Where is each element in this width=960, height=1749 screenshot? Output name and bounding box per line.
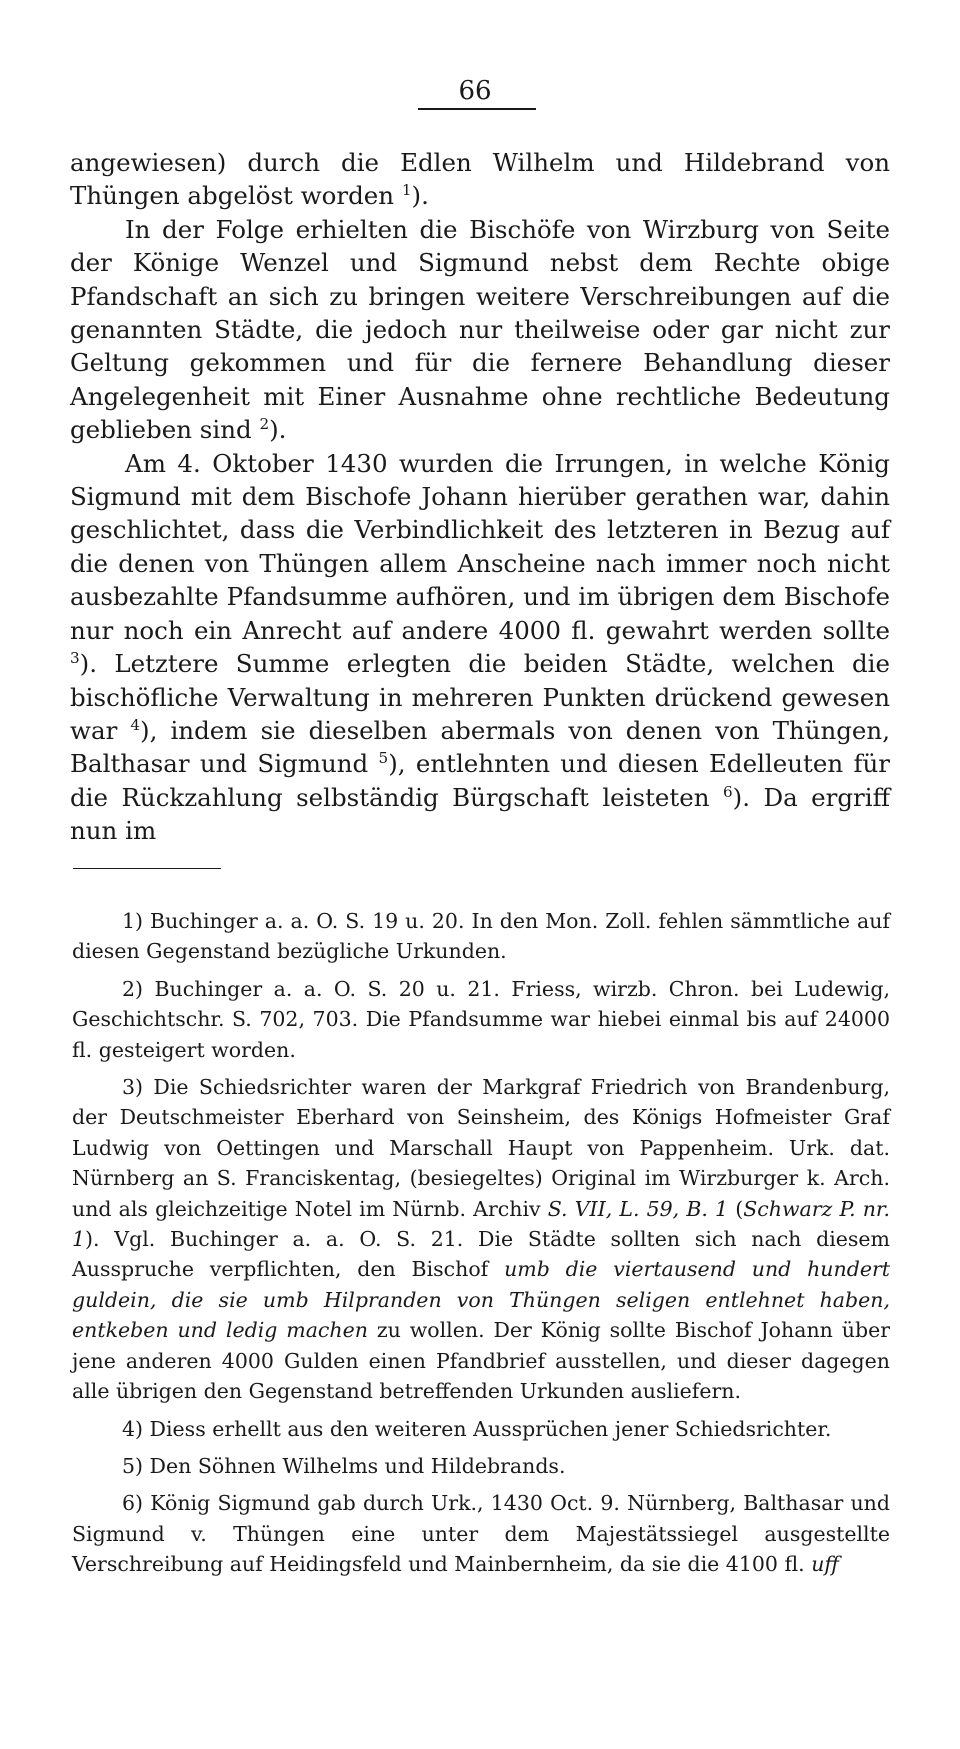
italic-quotation: uff bbox=[811, 1552, 839, 1577]
footnote-4 bbox=[72, 1414, 890, 1444]
paragraph-text: ). bbox=[269, 415, 287, 445]
main-text bbox=[70, 146, 890, 848]
paragraph-text: ), entlehnten und diesen Edelleuten für die Rückzahlung selbständig Bürgschaft leisteten bbox=[70, 749, 891, 812]
footnote-reference: 2 bbox=[259, 415, 270, 434]
paragraph-text: In der Folge erhielten die Bischöfe von Wirzburg von Seite der Könige Wenzel und Sigmund nebst dem Rechte obige Pfandschaft an sich zu bringen weitere Verschreibungen auf die genannten Städte, die jedoch nur theilweise oder gar nicht zur Geltung gekommen und für die fernere Behandlung dieser Angelegenheit mit Einer Ausnahme ohne rechtliche Bedeutung geblieben sind bbox=[70, 214, 890, 445]
italic-quotation: umb die viertausend und hundert guldein, die sie umb Hilpranden von Thüngen seligen entlehnet haben, entkeben und ledig machen bbox=[72, 1257, 890, 1343]
footnote-reference: 1 bbox=[401, 181, 412, 200]
paragraph-2 bbox=[70, 213, 890, 447]
footnote-5 bbox=[72, 1451, 890, 1481]
footnote-reference: 5 bbox=[378, 749, 389, 768]
paragraph-text: angewiesen) durch die Edlen Wilhelm und Hildebrand von Thüngen abgelöst worden bbox=[70, 148, 890, 211]
footnote-text: 1) Buchinger a. a. O. S. 19 u. 20. In den Mon. Zoll. fehlen sämmtliche auf diesen Gegenstand bezügliche Urkunden. bbox=[72, 909, 890, 964]
paragraph-3 bbox=[70, 447, 890, 848]
footnote-6 bbox=[72, 1488, 890, 1579]
footnote-3 bbox=[72, 1072, 890, 1406]
footnote-reference: 4 bbox=[130, 715, 141, 734]
footnote-text: zu wollen. Der König sollte Bischof Johann über jene anderen 4000 Gulden einen Pfandbrief ausstellen, und dieser dagegen alle übrigen den Gegenstand betreffenden Urkunden ausliefern. bbox=[72, 1318, 890, 1404]
paragraph-text: ). Letztere Summe erlegten die beiden Städte, welchen die bischöfliche Verwaltung in mehreren Punkten drückend gewesen war bbox=[70, 649, 890, 745]
footnote-reference: 3 bbox=[70, 648, 80, 667]
footnotes bbox=[72, 906, 890, 1580]
page-number: 66 bbox=[458, 76, 492, 106]
page-number-rule bbox=[418, 108, 536, 110]
italic-quotation: Schwarz P. nr. 1 bbox=[72, 1196, 890, 1252]
footnote-text: 6) König Sigmund gab durch Urk., 1430 Oct. 9. Nürnberg, Balthasar und Sigmund v. Thüngen eine unter dem Majestätssiegel ausgestellte Verschreibung auf Heidingsfeld und Mainbernheim, da sie die 4100 fl. bbox=[72, 1491, 890, 1577]
paragraph-text: ), indem sie dieselben abermals von denen von Thüngen, Balthasar und Sigmund bbox=[70, 715, 890, 779]
paragraph-text: ). bbox=[411, 181, 429, 211]
footnote-text: 3) Die Schiedsrichter waren der Markgraf Friedrich von Brandenburg, der Deutschmeister Eberhard von Seinsheim, des Königs Hofmeister Graf Ludwig von Oettingen und Marschall Haupt von Pappenheim. Urk. dat. Nürnberg an S. Franciskentag, (besiegeltes) Original im Wirzburger k. Arch. und als gleichzeitige Notel im Nürnb. Archiv bbox=[72, 1075, 890, 1221]
footnote-text: ( bbox=[728, 1196, 744, 1221]
footnote-text: ). Vgl. Buchinger a. a. O. S. 21. Die Städte sollten sich nach diesem Ausspruche verpflichten, den Bischof bbox=[72, 1227, 890, 1282]
footnote-text: 2) Buchinger a. a. O. S. 20 u. 21. Friess, wirzb. Chron. bei Ludewig, Geschichtschr. S. 702, 703. Die Pfandsumme war hiebei einmal bis auf 24000 fl. gesteigert worden. bbox=[72, 976, 890, 1062]
paragraph-1 bbox=[70, 146, 890, 213]
paragraph-text: ). Da ergriff nun im bbox=[70, 782, 890, 846]
footnote-2 bbox=[72, 974, 890, 1065]
footnote-text: 5) Den Söhnen Wilhelms und Hildebrands. bbox=[122, 1453, 566, 1478]
footnote-text: 4) Diess erhellt aus den weiteren Aussprüchen jener Schiedsrichter. bbox=[122, 1416, 832, 1441]
footnote-divider bbox=[73, 868, 221, 869]
paragraph-text: Am 4. Oktober 1430 wurden die Irrungen, in welche König Sigmund mit dem Bischofe Johann hierüber gerathen war, dahin geschlichtet, dass die Verbindlichkeit des letzteren in Bezug auf die denen von Thüngen allem Anscheine nach immer noch nicht ausbezahlte Pfandsumme aufhören, und im übrigen dem Bischofe nur noch ein Anrecht auf andere 4000 fl. gewahrt werden sollte bbox=[70, 448, 890, 645]
footnote-reference: 6 bbox=[722, 782, 733, 801]
italic-quotation: S. VII, L. 59, B. 1 bbox=[547, 1196, 729, 1221]
footnote-1 bbox=[72, 906, 890, 967]
